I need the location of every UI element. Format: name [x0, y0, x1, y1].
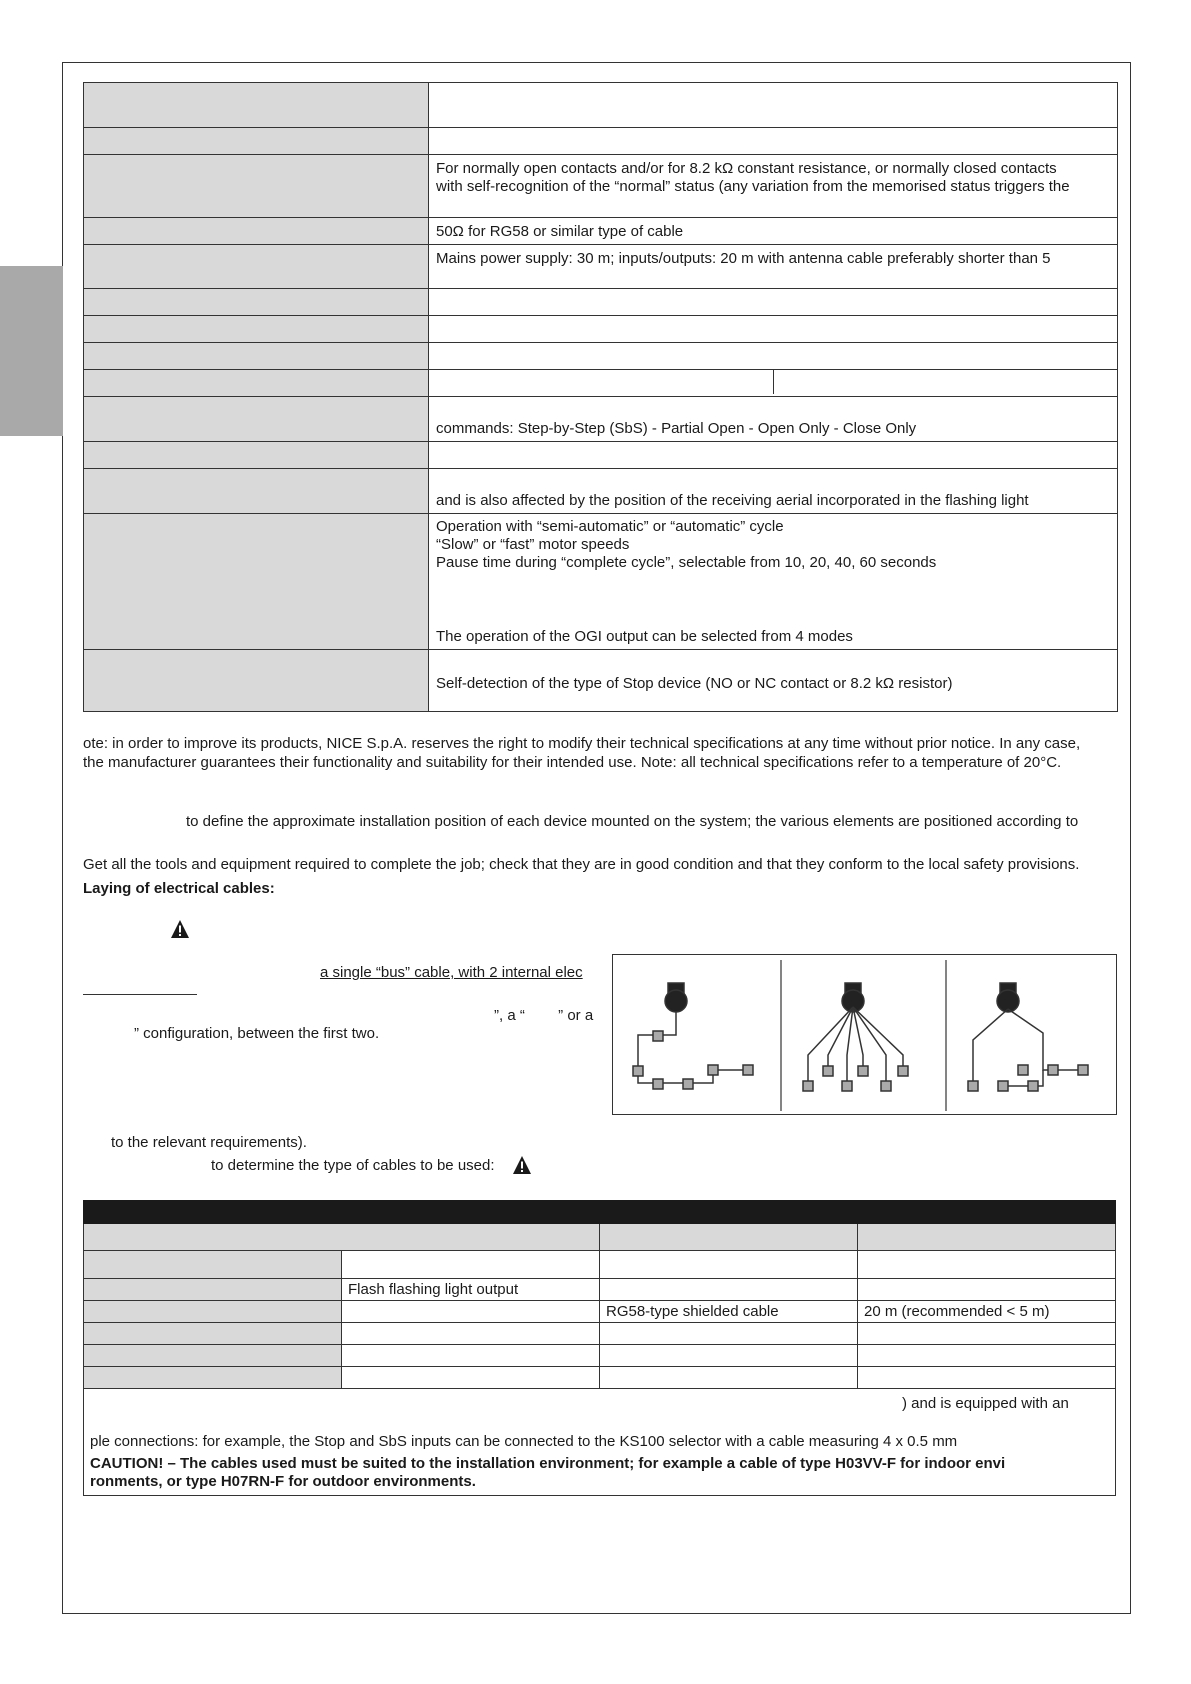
warning-icon — [512, 1155, 532, 1175]
caution-line: CAUTION! – The cables used must be suited to the installation environment; for example a cable of type H03VV-F for indoor envi — [90, 1455, 1006, 1472]
table-row: RG58-type shielded cable 20 m (recommended < 5 m) — [84, 1301, 1116, 1323]
note-line: ote: in order to improve its products, NICE S.p.A. reserves the right to modify their technical specifications at any time without prior notice. In any case, — [83, 735, 1081, 752]
spec-row — [84, 155, 1118, 218]
table-row — [84, 1251, 1116, 1279]
tools-text: Get all the tools and equipment required to complete the job; check that they are in good condition and that they conform to the local safety provisions. — [83, 856, 1080, 873]
cable-length-value: Mains power supply: 30 m; inputs/outputs: 20 m with antenna cable preferably shorter than 5 — [429, 245, 1118, 289]
table-row — [84, 1367, 1116, 1389]
table-row: Flash flashing light output — [84, 1279, 1116, 1301]
laying-heading: Laying of electrical cables: — [83, 880, 275, 897]
cable-table-notes — [84, 1389, 1116, 1496]
underline-rule — [83, 994, 197, 995]
warning-icon — [170, 919, 190, 939]
spec-row — [84, 83, 1118, 128]
cable-table — [83, 1200, 1116, 1496]
spec-row — [84, 316, 1118, 343]
bus-text: a single “bus” cable, with 2 internal elec — [320, 964, 583, 981]
config-text: ” configuration, between the first two. — [134, 1025, 380, 1042]
spec-row — [84, 442, 1118, 469]
note-line: the manufacturer guarantees their functionality and suitability for their intended use. Note: all technical specifications refer to a temperature of 20°C. — [83, 754, 1062, 771]
mixed-configuration — [968, 983, 1088, 1091]
spec-value-line: “Slow” or “fast” motor speeds — [436, 536, 630, 553]
cable-table-header — [84, 1224, 1116, 1251]
spec-value-line: For normally open contacts and/or for 8.2 kΩ constant resistance, or normally closed contacts — [436, 160, 1057, 177]
requirements-text: to the relevant requirements). — [111, 1134, 307, 1151]
diagram-svg — [613, 955, 1118, 1116]
note-connections: ple connections: for example, the Stop and SbS inputs can be connected to the KS100 selector with a cable measuring 4 x 0.5 mm — [90, 1433, 958, 1450]
spec-row — [84, 128, 1118, 155]
spec-row — [84, 397, 1118, 442]
commands-value: commands: Step-by-Step (SbS) - Partial Open - Open Only - Close Only — [429, 397, 1118, 442]
spec-value-line: with self-recognition of the “normal” status (any variation from the memorised status triggers the — [436, 178, 1070, 195]
range-value: and is also affected by the position of the receiving aerial incorporated in the flashing light — [429, 469, 1118, 514]
spec-row — [84, 514, 1118, 650]
spec-row — [84, 289, 1118, 316]
impedance-value: 50Ω for RG58 or similar type of cable — [429, 218, 1118, 245]
stop-device-value: Self-detection of the type of Stop device (NO or NC contact or 8.2 kΩ resistor) — [429, 650, 1118, 712]
table-row — [84, 1323, 1116, 1345]
spec-row — [84, 650, 1118, 712]
side-tab — [0, 266, 63, 436]
spec-row — [84, 370, 1118, 397]
quote-text: ”, a “ ” or a — [494, 1007, 594, 1024]
note-equipped: ) and is equipped with an — [902, 1395, 1069, 1412]
cable-table-title-bar — [84, 1201, 1116, 1224]
spec-value-line: Pause time during “complete cycle”, selectable from 10, 20, 40, 60 seconds — [436, 554, 937, 571]
determine-text: to determine the type of cables to be used: — [211, 1157, 495, 1174]
define-text: to define the approximate installation position of each device mounted on the system; the various elements are positioned according to — [186, 813, 1079, 830]
table-row — [84, 1345, 1116, 1367]
chain-configuration — [633, 983, 753, 1089]
spec-row — [84, 343, 1118, 370]
spec-row — [84, 469, 1118, 514]
spec-value-line: The operation of the OGI output can be selected from 4 modes — [436, 628, 853, 645]
caution-line: ronments, or type H07RN-F for outdoor environments. — [90, 1473, 476, 1490]
spec-table — [83, 82, 1118, 712]
spec-value-line: Operation with “semi-automatic” or “automatic” cycle — [436, 518, 784, 535]
star-configuration — [803, 983, 908, 1091]
bus-configuration-diagram — [612, 954, 1117, 1115]
spec-row — [84, 245, 1118, 289]
spec-row — [84, 218, 1118, 245]
